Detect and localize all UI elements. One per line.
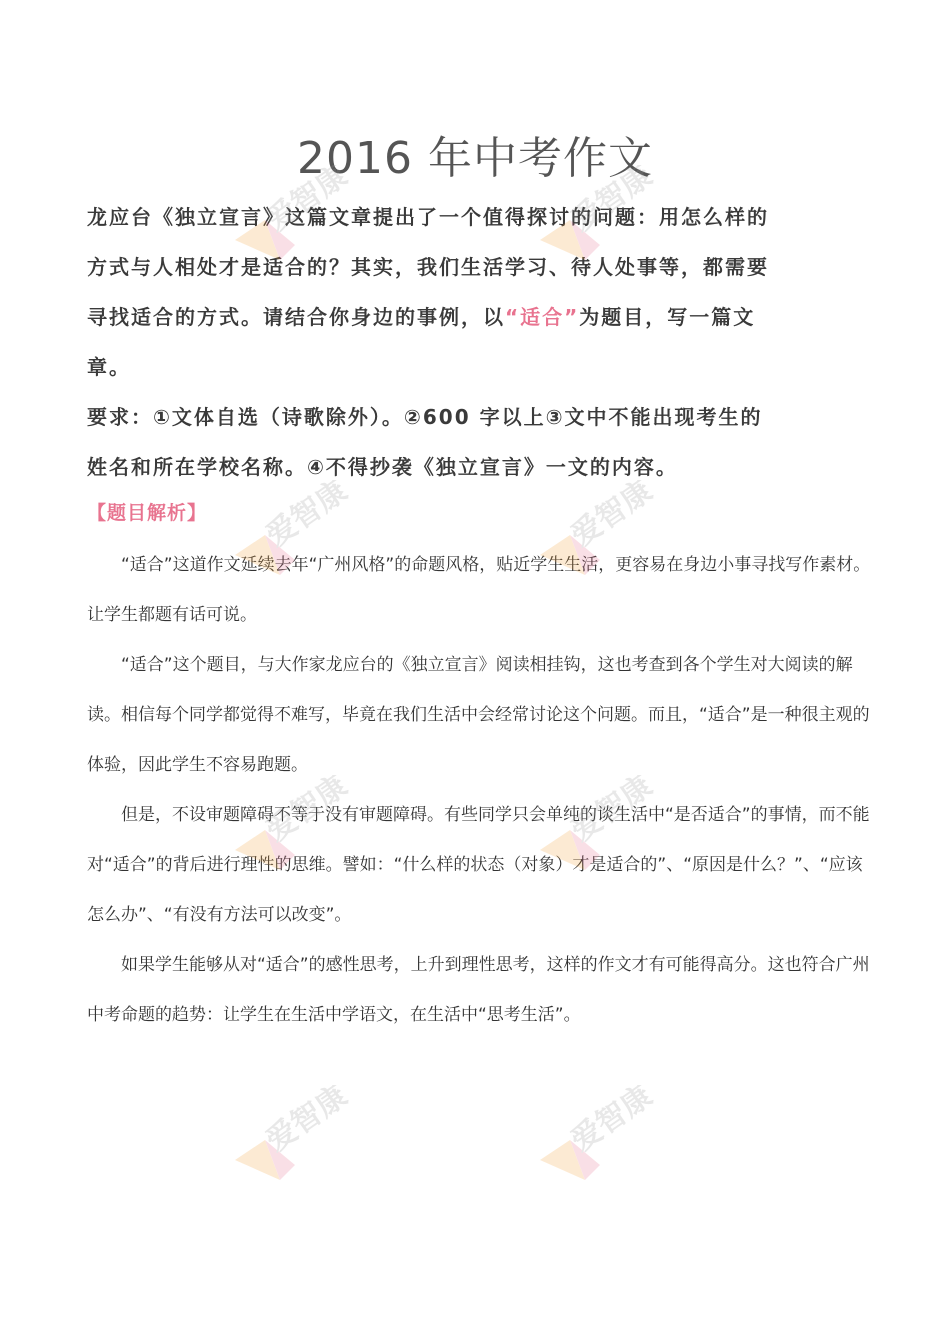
prompt-line-3 — [87, 292, 877, 342]
analysis-heading: 【题目解析】 — [87, 502, 208, 524]
prompt-line-3-post: 为题目，写一篇文 — [579, 305, 756, 329]
analysis-paragraph: “适合”这道作文延续去年“广州风格”的命题风格，贴近学生生活，更容易在身边小事寻找写作素材。让学生都题有话可说。 — [87, 555, 871, 625]
prompt-line-4: 章。 — [87, 355, 131, 379]
requirements-line-2: 姓名和所在学校名称。④不得抄袭《独立宣言》一文的内容。 — [87, 455, 678, 479]
analysis-paragraph: 但是，不设审题障碍不等于没有审题障碍。有些同学只会单纯的谈生活中“是否适合”的事情，而不能对“适合”的背后进行理性的思维。譬如：“什么样的状态（对象）才是适合的”、“原因是什么？”、“应该怎么办”、“有没有方法可以改变”。 — [87, 805, 870, 925]
svg-text:爱智康: 爱智康 — [564, 1085, 659, 1159]
analysis-paragraph: “适合”这个题目，与大作家龙应台的《独立宣言》阅读相挂钩，这也考查到各个学生对大阅读的解读。相信每个同学都觉得不难写，毕竟在我们生活中会经常讨论这个问题。而且，“适合”是一种很主观的体验，因此学生不容易跑题。 — [87, 655, 870, 775]
page-title: 2016 年中考作文 — [297, 133, 653, 184]
requirements-line-1: 要求：①文体自选（诗歌除外）。②600 字以上③文中不能出现考生的 — [87, 405, 763, 429]
svg-text:爱智康: 爱智康 — [564, 480, 659, 554]
svg-text:爱智康: 爱智康 — [564, 775, 659, 849]
essay-prompt — [87, 192, 877, 492]
watermark-logo-icon — [225, 1085, 375, 1195]
prompt-line-3-pre: 寻找适合的方式。请结合你身边的事例，以 — [87, 305, 505, 329]
analysis-body — [87, 540, 877, 1040]
watermark-logo-icon — [530, 1085, 680, 1195]
prompt-line-2: 方式与人相处才是适合的？其实，我们生活学习、待人处事等，都需要 — [87, 255, 769, 279]
watermark-logo — [530, 1085, 680, 1195]
analysis-paragraph: 如果学生能够从对“适合”的感性思考，上升到理性思考，这样的作文才有可能得高分。这也符合广州中考命题的趋势：让学生在生活中学语文，在生活中“思考生活”。 — [87, 955, 870, 1025]
svg-text:爱智康: 爱智康 — [259, 165, 354, 239]
prompt-line-1: 龙应台《独立宣言》这篇文章提出了一个值得探讨的问题：用怎么样的 — [87, 205, 769, 229]
svg-text:爱智康: 爱智康 — [259, 775, 354, 849]
watermark-logo — [225, 1085, 375, 1195]
prompt-topic-highlight: “适合” — [505, 305, 580, 329]
svg-text:爱智康: 爱智康 — [259, 480, 354, 554]
svg-text:爱智康: 爱智康 — [564, 165, 659, 239]
svg-text:爱智康: 爱智康 — [259, 1085, 354, 1159]
